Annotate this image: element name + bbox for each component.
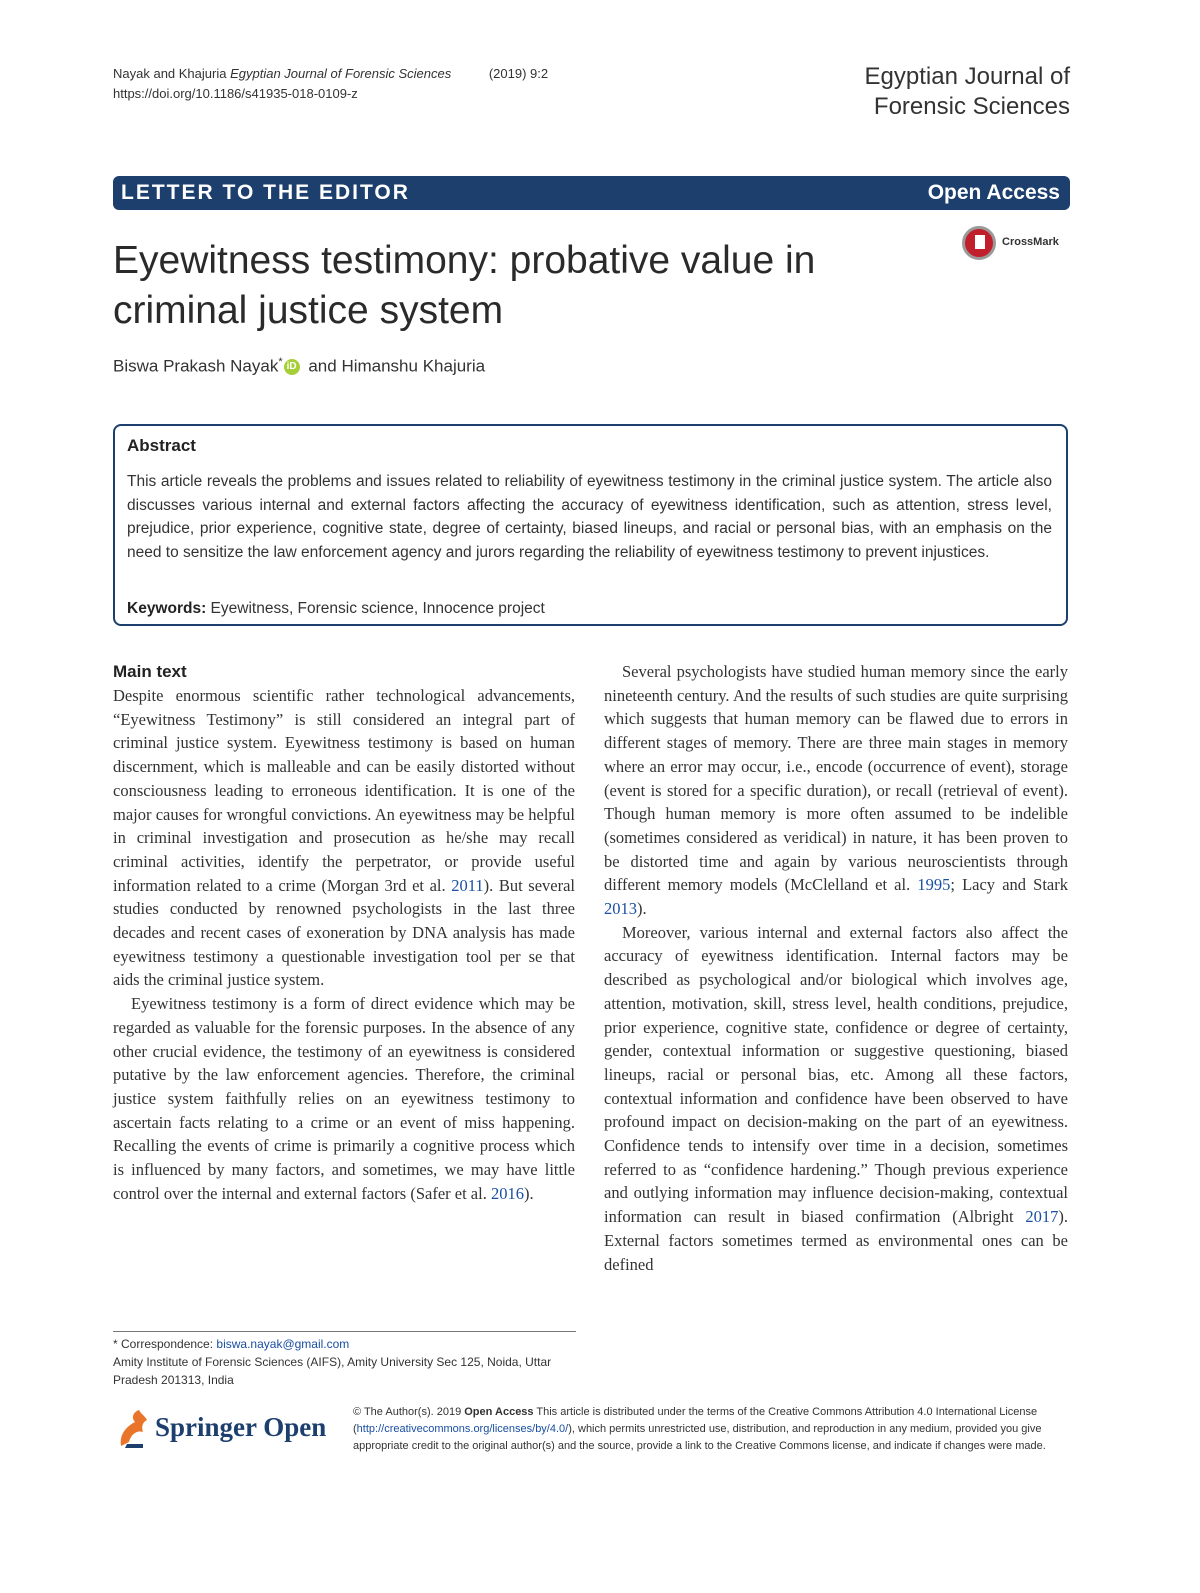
corresponding-mark: * (278, 356, 283, 368)
paragraph: Eyewitness testimony is a form of direct evidence which may be regarded as valuable for the forensic purposes. In the absence of any other crucial evidence, the testimony of an eyewitness is considered putative by the law enforcement agencies. Therefore, the criminal justice system faithfully relies on an eyewitness testimony to ascertain facts relating to a crime or an event of miss happening. Recalling the events of crime is primarily a cognitive process which is influenced by many factors, and sometimes, we may have little control over the internal and external factors (Safer et al. 2016). (113, 994, 575, 1203)
header-journal: Egyptian Journal of Forensic Sciences (230, 66, 452, 81)
article-type: LETTER TO THE EDITOR (121, 181, 410, 204)
citation-link[interactable]: 2011 (451, 875, 484, 895)
running-header (113, 64, 548, 104)
paragraph: Despite enormous scientific rather technological advancements, “Eyewitness Testimony” is still considered an integral part of criminal justice system. Eyewitness testimony is based on human discernment, which is malleable and can be easily distorted without consciousness leading to erroneous identification. It is one of the major causes for wrongful convictions. An eyewitness may be helpful in criminal investigation and prosecution as he/she may recall criminal activities, identify the perpetrator, or provide useful information related to a crime (Morgan 3rd et al. 2011). But several studies conducted by renowned psychologists in the last three decades and recent cases of exoneration by DNA analysis has made eyewitness testimony a questionable investigation tool per se that aids the criminal justice system. (113, 686, 575, 990)
abstract-box (113, 424, 1068, 626)
crossmark-icon (962, 226, 996, 260)
abstract-text: This article reveals the problems and issues related to reliability of eyewitness testimony in the criminal justice system. The article also discusses various internal and external factors affecting the accuracy of eyewitness identification, such as attention, stress level, prejudice, prior experience, cognitive state, degree of certainty, biased lineups, and racial or personal bias, with an emphasis on the need to sensitize the law enforcement agency and jurors regarding the reliability of eyewitness testimony to prevent injustices. (127, 473, 1052, 562)
body-column-right (604, 660, 1068, 1276)
keywords: Keywords: Eyewitness, Forensic science, Innocence project (127, 600, 545, 617)
header-doi[interactable]: https://doi.org/10.1186/s41935-018-0109-z (113, 86, 358, 101)
author-connector: and (303, 356, 342, 376)
header-authors: Nayak and Khajuria (113, 66, 227, 81)
footnote-divider (113, 1331, 576, 1332)
publisher-name: Springer Open (155, 1412, 327, 1442)
open-access-label: Open Access (927, 181, 1060, 204)
header-year-volume: (2019) 9:2 (488, 66, 549, 81)
author-list (113, 356, 485, 377)
affiliation: Amity Institute of Forensic Sciences (AIFS), Amity University Sec 125, Noida, Uttar Pradesh 201313, India (113, 1355, 552, 1387)
author-name[interactable]: Himanshu Khajuria (341, 356, 486, 376)
license-link[interactable]: http://creativecommons.org/licenses/by/4.0/ (356, 1423, 569, 1435)
citation-link[interactable]: 1995 (917, 875, 951, 895)
footnote: * Correspondence: biswa.nayak@gmail.com Amity Institute of Forensic Sciences (AIFS), Amity University Sec 125, Noida, Uttar Pradesh 201313, India (113, 1335, 576, 1389)
orcid-icon[interactable]: iD (284, 359, 300, 375)
paragraph: Several psychologists have studied human memory since the early nineteenth century. And the results of such studies are quite surprising which suggests that human memory can be flawed due to errors in different stages of memory. There are three main stages in memory where an error may occur, i.e., encode (occurrence of event), storage (event is stored for a specific duration), or recall (retrieval of event). Though human memory is more often assumed to be indelible (sometimes considered as veridical) in nature, it has been proven to be distorted time and again by various neuroscientists through different memory models (McClelland et al. 1995; Lacy and Stark 2013). (604, 662, 1068, 919)
section-heading: Main text (113, 662, 187, 681)
citation-link[interactable]: 2013 (604, 899, 637, 919)
springer-horse-icon (113, 1406, 153, 1450)
citation-link[interactable]: 2017 (1025, 1207, 1059, 1227)
author-name[interactable]: Biswa Prakash Nayak (113, 356, 279, 376)
crossmark-button[interactable] (962, 226, 1074, 262)
article-type-banner (113, 176, 1070, 210)
citation-link[interactable]: 2016 (490, 1183, 524, 1203)
springer-open-logo (113, 1406, 328, 1450)
license-statement: © The Author(s). 2019 Open Access This article is distributed under the terms of the Creative Commons Attribution 4.0 International License (http://creativecommons.org/licenses/by/4.0/), which permits unrestricted use, distribution, and reproduction in any medium, provided you give appropriate credit to the original author(s) and the source, provide a link to the Creative Commons license, and indicate if changes were made. (353, 1406, 1046, 1452)
body-column-left (113, 660, 575, 1205)
journal-name: Egyptian Journal of Forensic Sciences (864, 63, 1070, 120)
abstract-heading: Abstract (127, 436, 196, 455)
crossmark-label: CrossMark (1002, 236, 1059, 248)
article-title: Eyewitness testimony: probative value in criminal justice system (113, 239, 816, 332)
email-link[interactable]: biswa.nayak@gmail.com (216, 1337, 350, 1351)
paragraph: Moreover, various internal and external factors also affect the accuracy of eyewitness identification. Internal factors may be described as psychological and/or biological which involves age, attention, motivation, skill, stress level, health conditions, prejudice, prior experience, cognitive state, confidence or degree of certainty, gender, contextual information or suggestive questioning, biased lineups, racial or personal bias, etc. Among all these factors, contextual information and confidence have been observed to have profound impact on decision-making on the part of an eyewitness. Confidence tends to intensify over time in a decision, sometimes referred to as “confidence hardening.” Though previous experience and outlying information may influence decision-making, contextual information can result in biased confirmation (Albright 2017). External factors sometimes termed as environmental ones can be defined (604, 922, 1068, 1274)
